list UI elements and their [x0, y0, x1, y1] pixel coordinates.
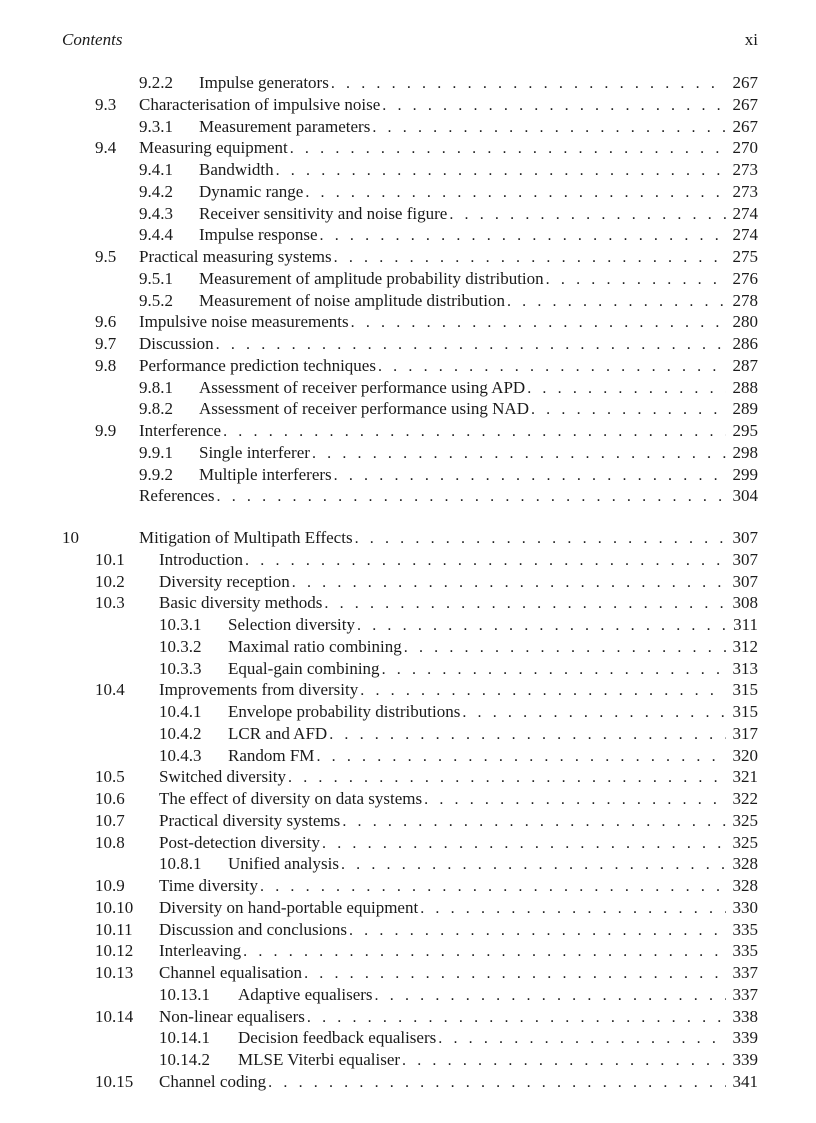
toc-entry-number: 9.9: [95, 421, 117, 440]
toc-entry[interactable]: [0, 1049, 816, 1071]
toc-entry-page: 311: [733, 615, 758, 634]
toc-entry-number: 9.4.4: [139, 225, 173, 245]
toc-entry[interactable]: [0, 897, 816, 919]
toc-entry-number: 10.3.2: [159, 636, 202, 656]
toc-entry-title: Impulsive noise measurements: [139, 312, 349, 332]
toc-entry-number: 9.5.1: [139, 268, 173, 288]
dot-leader: [438, 1028, 726, 1050]
toc-entry-number: 10.8.1: [159, 854, 202, 874]
toc-entry-title: Interference: [139, 421, 222, 440]
dot-leader: [378, 356, 726, 378]
toc-entry-title: Measuring equipment: [139, 138, 288, 158]
toc-entry-page: 317: [732, 723, 758, 743]
toc-entry-page: 295: [732, 421, 758, 440]
toc-entry-number: 10.11: [95, 919, 133, 939]
toc-entry-title: Measurement of amplitude probability distribution: [199, 268, 544, 288]
dot-leader: [449, 204, 726, 226]
dot-leader: [243, 941, 726, 963]
toc-entry-page: 330: [732, 897, 758, 917]
toc-entry-page: 280: [732, 312, 758, 332]
dot-leader: [342, 811, 726, 833]
dot-leader: [329, 724, 726, 746]
toc-entry-number: 10.3: [95, 593, 125, 613]
toc-entry[interactable]: [0, 788, 816, 810]
toc-entry-page: 320: [732, 745, 758, 765]
toc-entry-number: 10.14: [95, 1006, 134, 1026]
toc-entry[interactable]: [0, 614, 816, 636]
dot-leader: [372, 117, 726, 139]
running-header: [62, 30, 758, 52]
dot-leader: [216, 334, 726, 356]
toc-entry[interactable]: [0, 810, 816, 832]
toc-entry-number: 10: [62, 528, 79, 547]
dot-leader: [462, 702, 726, 724]
toc-entry-number: 9.4.1: [139, 160, 173, 179]
dot-leader: [324, 593, 726, 615]
toc-entry-page: 328: [732, 876, 758, 895]
dot-leader: [402, 1050, 726, 1072]
dot-leader: [341, 854, 726, 876]
toc-entry-title: Mitigation of Multipath Effects: [139, 528, 353, 547]
dot-leader: [527, 378, 726, 400]
toc-entry[interactable]: [0, 984, 816, 1006]
toc-entry-number: 10.2: [95, 571, 125, 591]
toc-entry-title: Envelope probability distributions: [228, 702, 461, 721]
toc-entry-title: Measurement of noise amplitude distribution: [199, 290, 505, 310]
dot-leader: [531, 399, 726, 421]
toc-entry[interactable]: [0, 290, 816, 312]
dot-leader: [424, 789, 726, 811]
toc-entry[interactable]: [0, 571, 816, 593]
toc-entry-title: The effect of diversity on data systems: [159, 789, 423, 808]
toc-entry-number: 9.9.1: [139, 442, 173, 462]
toc-entry-page: 278: [732, 290, 758, 310]
toc-entry[interactable]: [0, 246, 816, 268]
toc-entry-number: 9.3: [95, 94, 117, 114]
toc-entry-title: Practical diversity systems: [159, 810, 341, 830]
toc-entry-page: 274: [732, 203, 758, 223]
dot-leader: [276, 160, 726, 182]
toc-entry[interactable]: [0, 420, 816, 442]
toc-entry-number: 9.4.2: [139, 181, 173, 201]
toc-entry[interactable]: [0, 159, 816, 181]
toc-entry-number: 10.15: [95, 1071, 134, 1091]
toc-entry[interactable]: [0, 464, 816, 486]
dot-leader: [334, 465, 726, 487]
toc-entry-title: Equal-gain combining: [228, 658, 380, 678]
toc-entry[interactable]: [0, 723, 816, 745]
toc-entry-title: Post-detection diversity: [159, 832, 321, 852]
toc-entry-page: 273: [732, 181, 758, 201]
toc-entry-page: 288: [732, 377, 758, 397]
toc-entry[interactable]: [0, 658, 816, 680]
toc-entry-page: 289: [732, 399, 758, 419]
toc-entry[interactable]: [0, 592, 816, 614]
toc-entry[interactable]: [0, 398, 816, 420]
toc-entry-page: 339: [732, 1050, 758, 1069]
toc-entry-title: Decision feedback equalisers: [238, 1028, 437, 1048]
toc-entry-title: Adaptive equalisers: [238, 984, 373, 1004]
toc-entry-number: 9.4: [95, 138, 117, 158]
toc-entry-title: Diversity on hand-portable equipment: [159, 897, 419, 917]
dot-leader: [320, 225, 726, 247]
toc-entry-page: 307: [732, 549, 758, 569]
toc-entry[interactable]: [0, 766, 816, 788]
toc-entry-page: 341: [732, 1071, 758, 1091]
toc-entry-page: 313: [732, 658, 758, 678]
toc-entry-title: Performance prediction techniques: [139, 355, 376, 375]
toc-entry-title: Discussion and conclusions: [159, 919, 347, 939]
dot-leader: [404, 637, 726, 659]
toc-entry-page: 286: [732, 334, 758, 353]
toc-entry[interactable]: [0, 355, 816, 377]
toc-entry-page: 270: [732, 138, 758, 158]
toc-entry-title: Diversity reception: [159, 571, 290, 591]
toc-entry-title: Receiver sensitivity and noise figure: [199, 203, 448, 223]
toc-entry-number: 9.8: [95, 355, 117, 375]
dot-leader: [334, 247, 726, 269]
dot-leader: [288, 767, 726, 789]
toc-entry-page: 338: [732, 1006, 758, 1026]
toc-entry[interactable]: [0, 940, 816, 962]
dot-leader: [375, 985, 726, 1007]
toc-entry[interactable]: [0, 1071, 816, 1093]
toc-entry[interactable]: [0, 919, 816, 941]
toc-entry[interactable]: [0, 745, 816, 767]
toc-entry[interactable]: [0, 137, 816, 159]
toc-entry-number: 10.1: [95, 549, 125, 569]
dot-leader: [268, 1072, 726, 1094]
toc-entry-number: 9.4.3: [139, 203, 173, 223]
toc-entry-page: 325: [732, 832, 758, 852]
toc-entry[interactable]: [0, 875, 816, 897]
toc-entry[interactable]: [0, 116, 816, 138]
toc-entry-number: 9.5: [95, 247, 117, 266]
toc-entry[interactable]: [0, 701, 816, 723]
toc-entry-page: 337: [732, 963, 758, 982]
toc-entry[interactable]: [0, 1027, 816, 1049]
toc-entry-number: 9.9.2: [139, 464, 173, 484]
toc-entry-number: 10.9: [95, 876, 125, 895]
toc-entry-number: 10.3.1: [159, 615, 202, 634]
dot-leader: [217, 486, 726, 508]
toc-entry-title: Discussion: [139, 334, 214, 353]
dot-leader: [382, 659, 726, 681]
toc-entry-page: 274: [732, 225, 758, 245]
toc-entry-title: Channel coding: [159, 1071, 267, 1091]
toc-entry[interactable]: [0, 72, 816, 94]
dot-leader: [360, 680, 726, 702]
toc-entry-number: 10.3.3: [159, 658, 202, 678]
toc-entry-title: Interleaving: [159, 941, 242, 961]
toc-entry-page: 308: [732, 593, 758, 613]
toc-entry-number: 10.4.1: [159, 702, 202, 721]
toc-entry[interactable]: [0, 333, 816, 355]
toc-entry[interactable]: [0, 853, 816, 875]
dot-leader: [290, 138, 726, 160]
toc-entry-title: References: [139, 486, 215, 506]
toc-entry-title: Unified analysis: [228, 854, 339, 874]
toc-entry-title: Single interferer: [199, 442, 310, 462]
toc-entry-number: 9.8.2: [139, 399, 173, 419]
dot-leader: [331, 73, 726, 95]
toc-entry-number: 10.10: [95, 897, 134, 917]
toc-entry-page: 337: [732, 984, 758, 1004]
toc-entry-number: 9.8.1: [139, 377, 173, 397]
toc-entry-page: 267: [732, 116, 758, 136]
toc-entry-number: 10.5: [95, 767, 125, 787]
toc-entry-title: Channel equalisation: [159, 963, 303, 982]
toc-entry-number: 9.3.1: [139, 116, 173, 136]
toc-entry-number: 10.13.1: [159, 984, 210, 1004]
toc-entry-title: Assessment of receiver performance using NAD: [199, 399, 529, 419]
toc-entry-number: 9.6: [95, 312, 117, 332]
toc-entry[interactable]: [0, 832, 816, 854]
header-page-number: xi: [744, 30, 758, 49]
toc-entry-page: 304: [732, 486, 758, 506]
dot-leader: [546, 269, 726, 291]
toc-entry[interactable]: [0, 442, 816, 464]
toc-entry[interactable]: [0, 94, 816, 116]
dot-leader: [420, 898, 726, 920]
toc-entry-page: 315: [732, 680, 758, 700]
toc-entry-title: LCR and AFD: [228, 723, 328, 743]
toc-entry-title: Practical measuring systems: [139, 247, 332, 266]
toc-entry-page: 315: [732, 702, 758, 721]
toc-entry-number: 10.12: [95, 941, 134, 961]
toc-entry-page: 322: [732, 789, 758, 808]
toc-entry-page: 299: [732, 464, 758, 484]
toc-entry[interactable]: [0, 549, 816, 571]
toc-entry-title: Basic diversity methods: [159, 593, 323, 613]
toc-entry-title: Selection diversity: [228, 615, 356, 634]
toc-entry-number: 9.2.2: [139, 73, 173, 92]
toc-entry[interactable]: [0, 962, 816, 984]
toc-entry-page: 307: [732, 528, 758, 547]
toc-entry-title: Maximal ratio combining: [228, 636, 402, 656]
dot-leader: [351, 312, 726, 334]
dot-leader: [304, 963, 726, 985]
toc-entry-page: 321: [732, 767, 758, 787]
toc-entry-title: Switched diversity: [159, 767, 287, 787]
toc-entry-page: 298: [732, 442, 758, 462]
dot-leader: [382, 95, 726, 117]
toc-entry-page: 273: [732, 160, 758, 179]
toc-entry-number: 10.4.3: [159, 745, 202, 765]
toc-entry[interactable]: [0, 636, 816, 658]
dot-leader: [316, 746, 726, 768]
dot-leader: [507, 291, 726, 313]
toc-entry-page: 267: [732, 73, 758, 92]
dot-leader: [355, 528, 726, 550]
toc-entry-number: 10.4: [95, 680, 125, 700]
header-title: Contents: [62, 30, 123, 49]
toc-entry-title: Measurement parameters: [199, 116, 371, 136]
toc-entry-page: 325: [732, 810, 758, 830]
dot-leader: [292, 572, 726, 594]
toc-entry[interactable]: [0, 181, 816, 203]
dot-leader: [305, 182, 726, 204]
toc-entry-number: 10.13: [95, 963, 134, 982]
toc-entry[interactable]: [0, 311, 816, 333]
toc-entry-title: Introduction: [159, 549, 244, 569]
toc-entry-title: Improvements from diversity: [159, 680, 359, 700]
toc-entry[interactable]: [0, 268, 816, 290]
toc-entry-number: 9.5.2: [139, 290, 173, 310]
toc-entry-number: 10.14.2: [159, 1050, 210, 1069]
toc-entry-number: 10.7: [95, 810, 125, 830]
toc-entry-title: Random FM: [228, 745, 315, 765]
toc-entry[interactable]: [0, 527, 816, 549]
toc-entry-page: 339: [732, 1028, 758, 1048]
dot-leader: [260, 876, 726, 898]
toc-entry[interactable]: [0, 485, 816, 507]
toc-entry-page: 335: [732, 941, 758, 961]
toc-entry-title: Bandwidth: [199, 160, 274, 179]
toc-entry-page: 335: [732, 919, 758, 939]
toc-entry-page: 276: [732, 268, 758, 288]
dot-leader: [245, 550, 726, 572]
toc-entry[interactable]: [0, 1006, 816, 1028]
toc-entry-title: Impulse generators: [199, 73, 329, 92]
toc-entry[interactable]: [0, 377, 816, 399]
toc-entry-title: Time diversity: [159, 876, 259, 895]
toc-entry-title: Dynamic range: [199, 181, 304, 201]
toc-entry-page: 312: [732, 636, 758, 656]
dot-leader: [223, 421, 726, 443]
toc-entry-page: 275: [732, 247, 758, 266]
dot-leader: [322, 833, 726, 855]
toc-entry-title: Characterisation of impulsive noise: [139, 94, 381, 114]
toc-entry-page: 307: [732, 571, 758, 591]
toc-entry-page: 328: [732, 854, 758, 874]
toc-entry[interactable]: [0, 224, 816, 246]
toc-entry[interactable]: [0, 203, 816, 225]
toc-entry-number: 10.6: [95, 789, 125, 808]
toc-entry-title: Multiple interferers: [199, 464, 332, 484]
toc-entry-number: 10.4.2: [159, 723, 202, 743]
dot-leader: [307, 1007, 726, 1029]
toc-entry-page: 267: [732, 94, 758, 114]
toc-entry-title: MLSE Viterbi equaliser: [238, 1050, 401, 1069]
toc-entry-number: 10.8: [95, 832, 125, 852]
toc-entry-title: Impulse response: [199, 225, 318, 245]
dot-leader: [312, 443, 726, 465]
toc-entry-title: Non-linear equalisers: [159, 1006, 305, 1026]
dot-leader: [357, 615, 726, 637]
toc-entry-number: 9.7: [95, 334, 117, 353]
dot-leader: [349, 920, 726, 942]
toc-entry-title: Assessment of receiver performance using APD: [199, 377, 526, 397]
toc-entry-page: 287: [732, 355, 758, 375]
toc-entry[interactable]: [0, 679, 816, 701]
toc-entry-number: 10.14.1: [159, 1028, 210, 1048]
